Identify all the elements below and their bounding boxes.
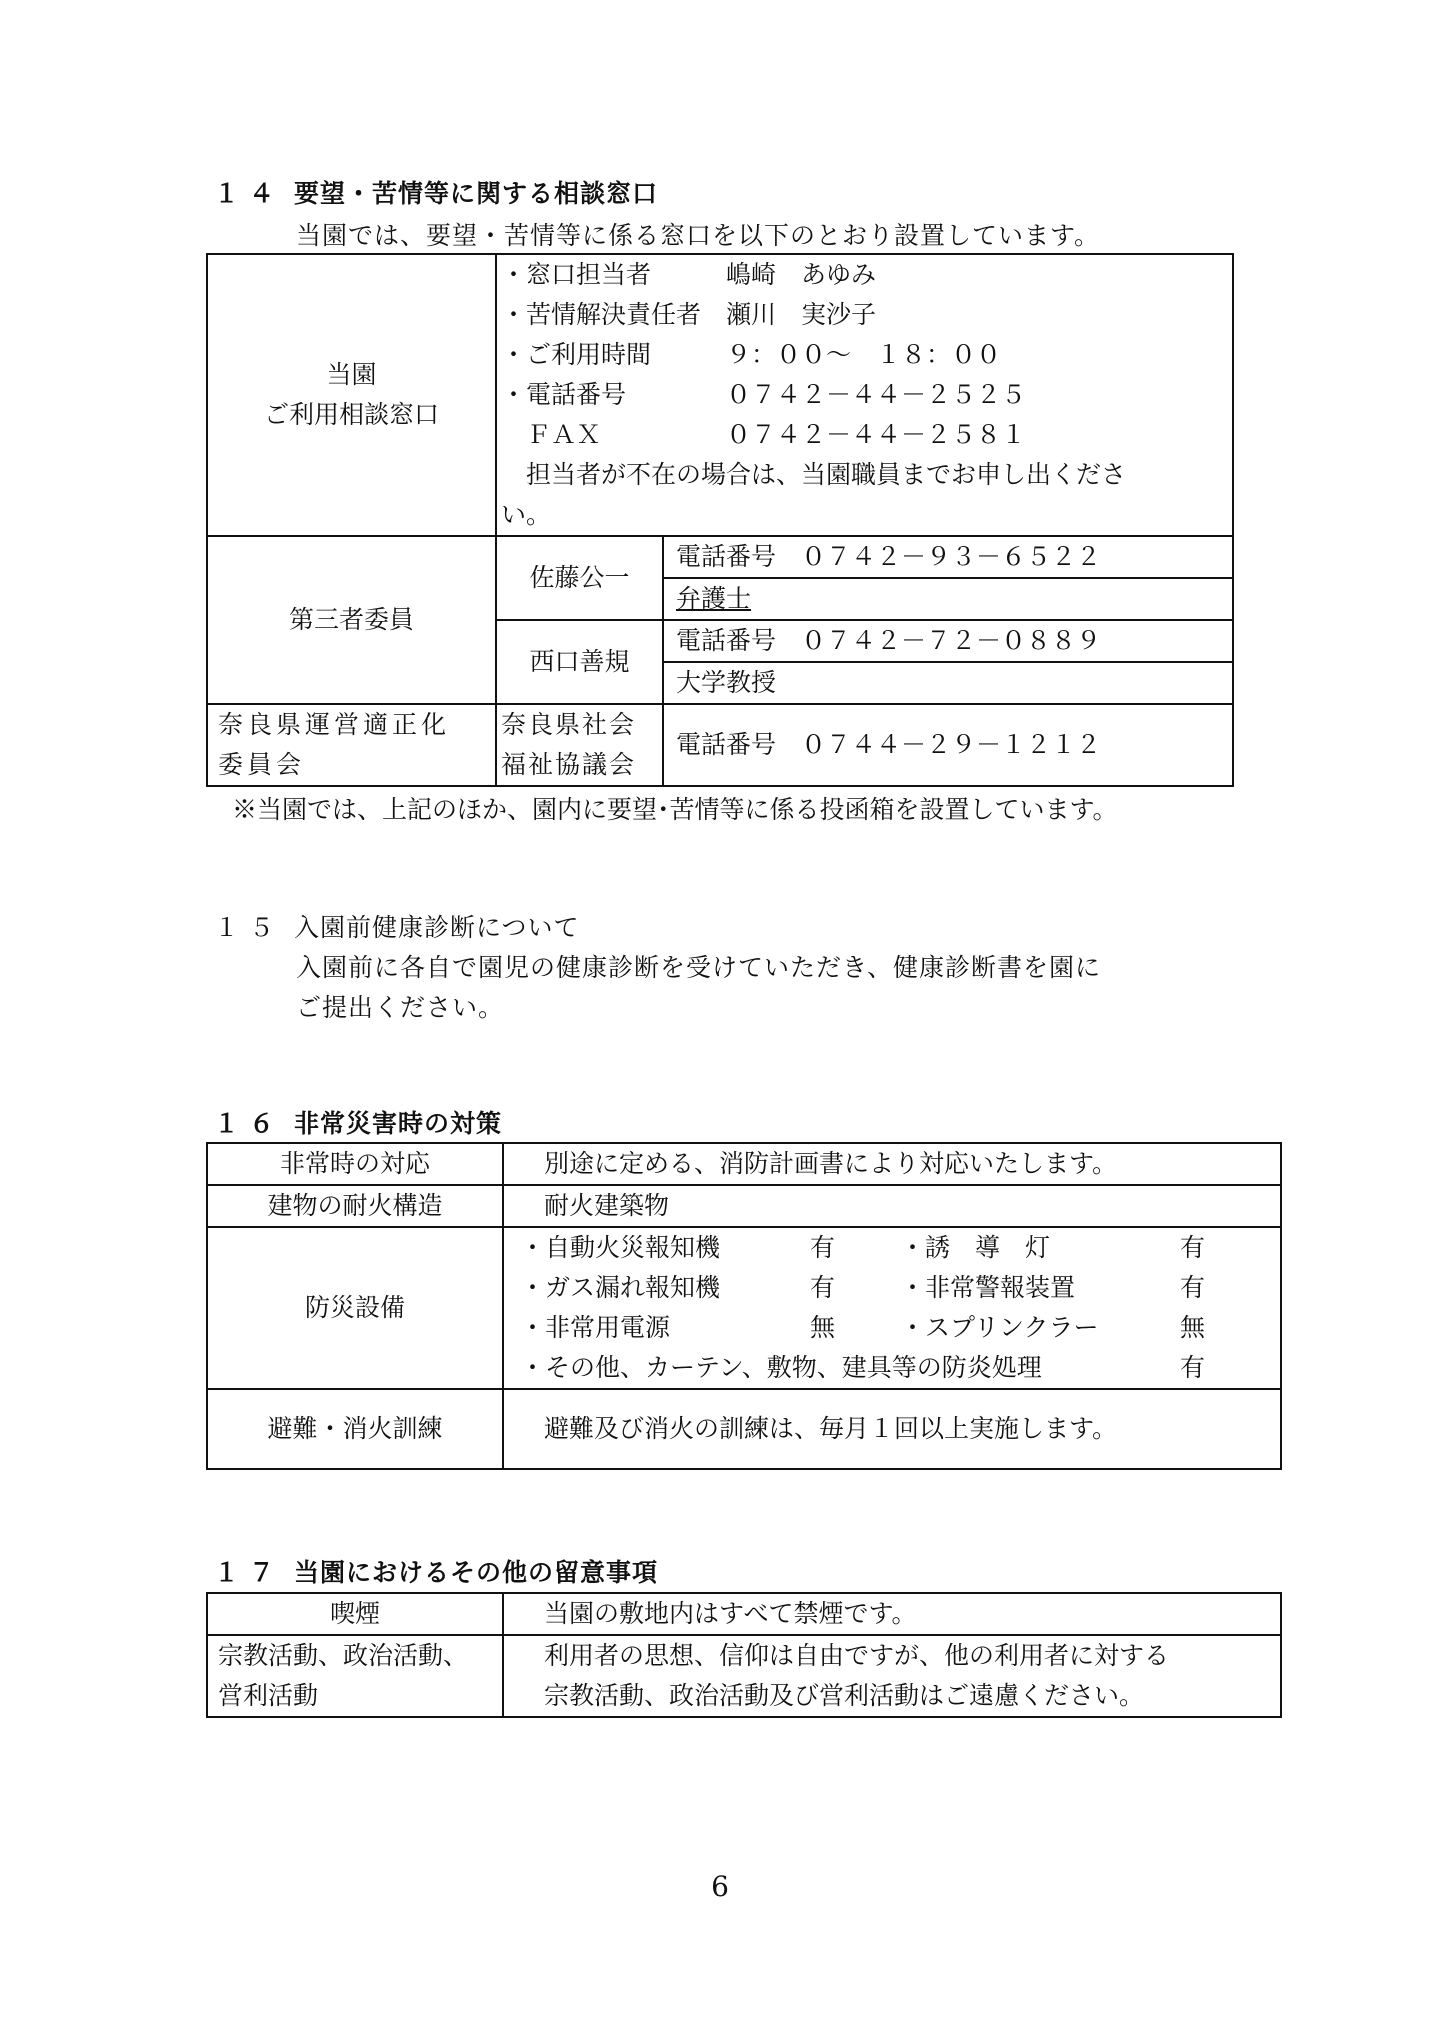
section-number: １７ bbox=[214, 1558, 285, 1587]
fireproof-label: 建物の耐火構造 bbox=[207, 1185, 503, 1227]
fax: ＦＡＸ ０７４２－４４－２５８１ bbox=[501, 420, 1027, 449]
dropbox-note: ※当園では、上記のほか、園内に要望･苦情等に係る投函箱を設置しています。 bbox=[232, 795, 1118, 824]
pref-phone: 電話番号 ０７４４－２９－１２１２ bbox=[663, 704, 1233, 786]
equipment-row: ・ガス漏れ報知機 有 ・非常警報装置 有 bbox=[520, 1273, 1206, 1302]
section-17-heading bbox=[214, 1553, 658, 1589]
section-15-heading bbox=[214, 908, 580, 944]
section-number: １４ bbox=[214, 179, 285, 208]
section-title: 要望・苦情等に関する相談窓口 bbox=[294, 179, 659, 208]
section-title: 非常災害時の対策 bbox=[294, 1109, 503, 1138]
equipment-label: 防災設備 bbox=[207, 1227, 503, 1389]
section-number: １６ bbox=[214, 1109, 285, 1138]
smoking-label: 喫煙 bbox=[207, 1593, 503, 1635]
contact-person: ・窓口担当者 嶋崎 あゆみ bbox=[501, 260, 877, 289]
third-party-label: 第三者委員 bbox=[207, 536, 496, 704]
activities-label: 宗教活動、政治活動、 営利活動 bbox=[207, 1635, 503, 1717]
complaint-manager: ・苦情解決責任者 瀬川 実沙子 bbox=[501, 300, 877, 329]
section-title: 当園におけるその他の留意事項 bbox=[294, 1558, 659, 1587]
member1-phone: 電話番号 ０７４２－９３－６５２２ bbox=[663, 536, 1233, 578]
absence-note: 担当者が不在の場合は、当園職員までお申し出くださ bbox=[501, 460, 1127, 489]
member2-role: 大学教授 bbox=[663, 662, 1233, 704]
section-14-heading bbox=[214, 174, 658, 210]
member2-name: 西口善規 bbox=[496, 620, 663, 704]
equipment-row: ・自動火災報知機 有 ・誘 導 灯 有 bbox=[520, 1233, 1206, 1262]
own-window-label: 当園 ご利用相談窓口 bbox=[207, 254, 496, 536]
equipment-row: ・その他、カーテン、敷物、建具等の防炎処理 有 bbox=[520, 1353, 1206, 1382]
phone: ・電話番号 ０７４２－４４－２５２５ bbox=[501, 380, 1027, 409]
equipment-row: ・非常用電源 無 ・スプリンクラー 無 bbox=[520, 1313, 1206, 1342]
disaster-table bbox=[206, 1142, 1282, 1470]
hours: ・ご利用時間 ９：００～ １８：００ bbox=[501, 340, 1002, 369]
member1-name: 佐藤公一 bbox=[496, 536, 663, 620]
equipment-list bbox=[503, 1227, 1281, 1389]
member2-phone: 電話番号 ０７４２－７２－０８８９ bbox=[663, 620, 1233, 662]
member1-role: 弁護士 bbox=[663, 578, 1233, 620]
pref-council-label: 奈良県社会 福祉協議会 bbox=[496, 704, 663, 786]
section-title: 入園前健康診断について bbox=[294, 913, 580, 942]
absence-note-cont: い。 bbox=[501, 500, 552, 529]
section-16-heading bbox=[214, 1104, 502, 1140]
consultation-table bbox=[206, 253, 1234, 787]
notes-table bbox=[206, 1592, 1282, 1718]
emergency-response-label: 非常時の対応 bbox=[207, 1143, 503, 1185]
drill-value: 避難及び消火の訓練は、毎月１回以上実施します。 bbox=[503, 1389, 1281, 1469]
section-14-intro: 当園では、要望・苦情等に係る窓口を以下のとおり設置しています。 bbox=[296, 221, 1101, 250]
section-number: １５ bbox=[214, 913, 285, 942]
pref-committee-label: 奈良県運営適正化 委員会 bbox=[207, 704, 496, 786]
fireproof-value: 耐火建築物 bbox=[503, 1185, 1281, 1227]
own-window-details bbox=[496, 254, 1233, 536]
smoking-value: 当園の敷地内はすべて禁煙です。 bbox=[503, 1593, 1281, 1635]
section-15-line1: 入園前に各自で園児の健康診断を受けていただき、健康診断書を園に bbox=[296, 953, 1102, 982]
emergency-response-value: 別途に定める、消防計画書により対応いたします。 bbox=[503, 1143, 1281, 1185]
page-number: 6 bbox=[711, 1870, 729, 1903]
drill-label: 避難・消火訓練 bbox=[207, 1389, 503, 1469]
activities-value: 利用者の思想、信仰は自由ですが、他の利用者に対する 宗教活動、政治活動及び営利活動はご遠慮ください。 bbox=[503, 1635, 1281, 1717]
section-15-line2: ご提出ください。 bbox=[296, 993, 505, 1022]
